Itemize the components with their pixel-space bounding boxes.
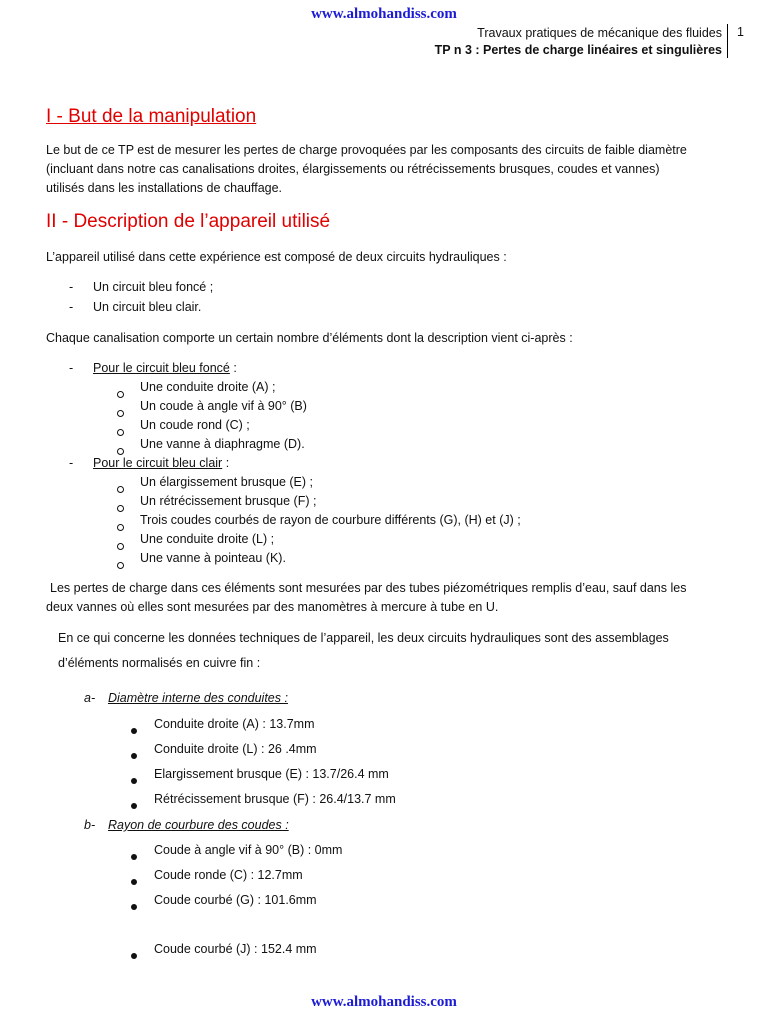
dash-bullet: - [69,300,74,314]
pertes-line-1: Les pertes de charge dans ces éléments sont mesurées par des tubes piézométriques remplis d’eau, sauf dans les [50,581,687,595]
circle-bullet-icon [117,556,124,574]
header-tp-title: TP n 3 : Pertes de charge linéaires et singulières [434,43,722,57]
dash-bullet: - [69,280,74,294]
dark-circuit-label: Pour le circuit bleu foncé [93,361,230,375]
disc-bullet-icon [131,721,137,739]
donnees-line-2: d’éléments normalisés en cuivre fin : [58,656,261,670]
disc-bullet-icon [131,796,137,814]
dark-item-2: Un coude à angle vif à 90° (B) [140,399,307,413]
circle-bullet-icon [117,423,124,441]
a-item-1: Conduite droite (A) : 13.7mm [154,717,315,731]
circle-bullet-icon [117,480,124,498]
dash-bullet: - [69,456,74,470]
section-1-para-line-3: utilisés dans les installations de chauffage. [46,181,283,195]
light-circuit-label: Pour le circuit bleu clair [93,456,223,470]
list-b-label: Rayon de courbure des coudes : [108,818,289,832]
disc-bullet-icon [131,946,137,964]
b-item-4: Coude courbé (J) : 152.4 mm [154,942,317,956]
page-number: 1 [737,25,744,39]
circle-bullet-icon [117,385,124,403]
circle-bullet-icon [117,404,124,422]
header-divider [727,24,728,58]
pertes-line-2: deux vannes où elles sont mesurées par des manomètres à mercure à tube en U. [46,600,499,614]
site-url-top[interactable]: www.almohandiss.com [311,6,457,22]
light-item-3: Trois coudes courbés de rayon de courbure différents (G), (H) et (J) ; [140,513,521,527]
disc-bullet-icon [131,746,137,764]
dash-bullet: - [69,361,74,375]
light-item-1: Un élargissement brusque (E) ; [140,475,313,489]
site-url-bottom[interactable]: www.almohandiss.com [311,994,457,1010]
list-a-label: Diamètre interne des conduites : [108,691,288,705]
section-1-para-line-1: Le but de ce TP est de mesurer les pertes de charge provoquées par les composants des circuits de faible diamètre [46,143,687,157]
disc-bullet-icon [131,771,137,789]
circuit-item-1: Un circuit bleu foncé ; [93,280,214,294]
disc-bullet-icon [131,847,137,865]
a-item-4: Rétrécissement brusque (F) : 26.4/13.7 mm [154,792,396,806]
b-item-2: Coude ronde (C) : 12.7mm [154,868,303,882]
dark-item-1: Une conduite droite (A) ; [140,380,276,394]
list-b-marker: b- [84,818,96,832]
light-item-5: Une vanne à pointeau (K). [140,551,286,565]
header-course-title: Travaux pratiques de mécanique des fluides [477,26,722,40]
b-item-1: Coude à angle vif à 90° (B) : 0mm [154,843,343,857]
running-header [435,25,722,59]
section-1-title: I - But de la manipulation [46,106,257,127]
circle-bullet-icon [117,537,124,555]
a-item-2: Conduite droite (L) : 26 .4mm [154,742,317,756]
section-1-para-line-2: (incluant dans notre cas canalisations droites, élargissements ou rétrécissements brusques, coudes et vannes) [46,162,660,176]
donnees-line-1: En ce qui concerne les données techniques de l’appareil, les deux circuits hydrauliques sont des assemblages [58,631,669,645]
dark-item-3: Un coude rond (C) ; [140,418,250,432]
section-2-title: II - Description de l’appareil utilisé [46,211,331,232]
chaque-paragraph: Chaque canalisation comporte un certain nombre d’éléments dont la description vient ci-après : [46,331,573,345]
disc-bullet-icon [131,872,137,890]
dark-circuit-heading: Pour le circuit bleu foncé : [93,361,237,375]
circle-bullet-icon [117,518,124,536]
light-circuit-heading: Pour le circuit bleu clair : [93,456,230,470]
a-item-3: Elargissement brusque (E) : 13.7/26.4 mm [154,767,389,781]
section-2-intro: L’appareil utilisé dans cette expérience est composé de deux circuits hydrauliques : [46,250,507,264]
list-a-marker: a- [84,691,96,705]
light-item-4: Une conduite droite (L) ; [140,532,275,546]
dark-item-4: Une vanne à diaphragme (D). [140,437,305,451]
circle-bullet-icon [117,499,124,517]
disc-bullet-icon [131,897,137,915]
light-item-2: Un rétrécissement brusque (F) ; [140,494,317,508]
b-item-3: Coude courbé (G) : 101.6mm [154,893,317,907]
circuit-item-2: Un circuit bleu clair. [93,300,202,314]
